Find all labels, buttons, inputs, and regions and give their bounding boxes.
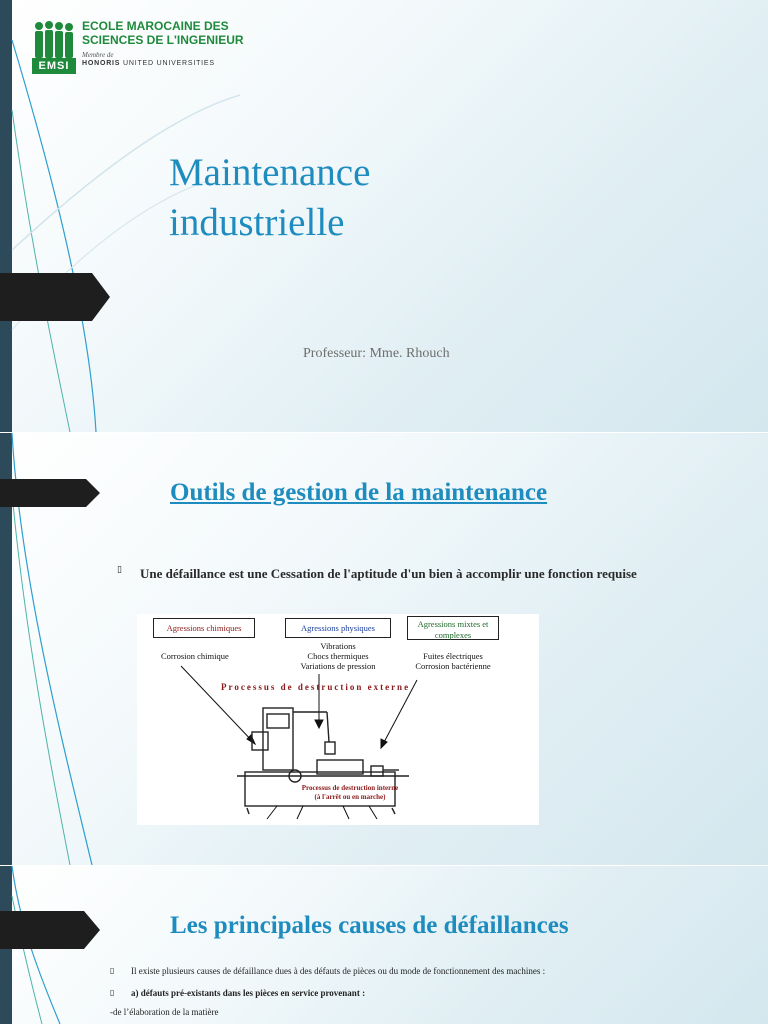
preexisting-defects-text: a) défauts pré-existants dans les pièces en service provenant :: [131, 988, 366, 998]
logo-honoris-text: HONORIS UNITED UNIVERSITIES: [82, 60, 215, 67]
internal-destruction-label: Processus de destruction interne (à l'arrêt ou en marche): [301, 784, 399, 801]
arrow-bullet-icon: ▯: [110, 988, 115, 997]
physical-examples: Vibrations Chocs thermiques Variations de pression: [300, 641, 376, 671]
mixed-aggression-box: Agressions mixtes et complexes: [407, 616, 499, 640]
slide-arrow-tab: [0, 479, 100, 507]
logo-school-name-line1: ECOLE MAROCAINE DES: [82, 19, 229, 33]
emsi-logo: [32, 18, 244, 76]
external-destruction-label: Processus de destruction externe: [221, 682, 411, 692]
physical-aggression-box: Agressions physiques: [285, 618, 391, 638]
slide-heading: Outils de gestion de la maintenance: [170, 479, 548, 506]
emsi-logo-box: EMSI: [32, 58, 76, 74]
slide-heading: Les principales causes de défaillances: [170, 912, 569, 939]
chemical-aggression-box: Agressions chimiques: [153, 618, 255, 638]
slide-outils-gestion: [0, 433, 768, 865]
bullet-definition: Une défaillance est une Cessation de l'aptitude d'un bien à accomplir une fonction requise: [140, 566, 637, 581]
presentation-title: Maintenance industrielle: [169, 151, 371, 244]
material-elaboration-text: -de l’élaboration de la matière: [110, 1007, 219, 1017]
chemical-examples: Corrosion chimique: [161, 651, 229, 661]
causes-intro-text: Il existe plusieurs causes de défaillance dues à des défauts de pièces ou du mode de fonctionnement des machines :: [131, 966, 546, 976]
logo-member-text: Membre de: [82, 51, 114, 59]
slide-title-page: [0, 0, 768, 432]
arrow-bullet-icon: ▯: [117, 565, 122, 575]
slide-causes-defaillances: [0, 866, 768, 1024]
logo-school-name-line2: SCIENCES DE L'INGENIEUR: [82, 33, 244, 47]
arrow-bullet-icon: ▯: [110, 966, 115, 975]
slide-arrow-tab: [0, 273, 110, 321]
people-figures-icon: [32, 20, 76, 60]
failure-process-diagram: [137, 614, 539, 825]
mixed-examples: Fuites électriques Corrosion bactérienne: [415, 651, 491, 671]
presentation-subtitle: Professeur: Mme. Rhouch: [303, 346, 450, 361]
slide-arrow-tab: [0, 911, 100, 949]
